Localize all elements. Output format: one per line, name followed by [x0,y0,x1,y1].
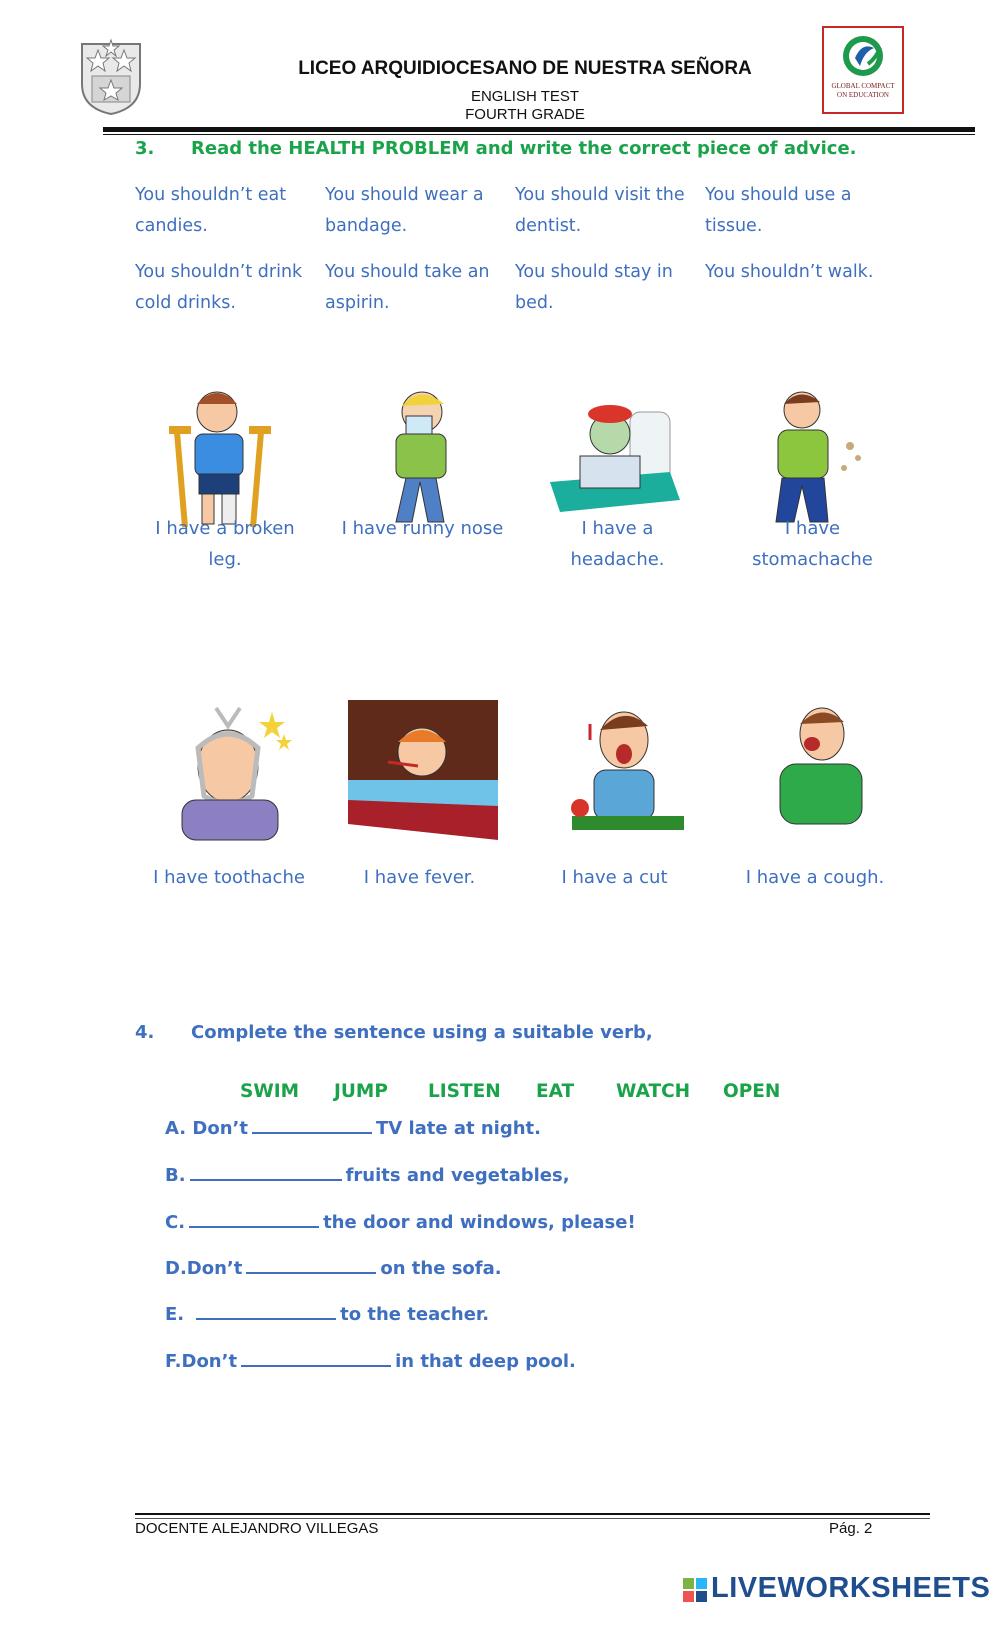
item-letter: D. [165,1258,187,1279]
fever-illustration [348,700,498,850]
answer-blank[interactable] [241,1347,391,1367]
problem-caption: I have toothache [153,867,305,888]
advice-item: You should use a tissue. [705,185,852,236]
problem-caption: I have a headache. [570,518,665,570]
problem-caption: I have a cut [561,867,668,888]
item-letter: F. [165,1351,182,1372]
sentence-d [165,1254,502,1279]
answer-blank[interactable] [196,1300,336,1320]
test-title: ENGLISH TEST [470,88,580,105]
headache-illustration [540,382,690,532]
item-after: in that deep pool. [395,1351,576,1372]
logo-caption: GLOBAL COMPACT ON EDUCATION [831,82,895,99]
item-after: TV late at night. [375,1118,541,1139]
sentence-b [165,1161,570,1186]
teacher-name: DOCENTE ALEJANDRO VILLEGAS [135,1520,379,1537]
liveworksheets-brand[interactable]: LIVEWORKSHEETS [711,1572,991,1604]
footer-rule [135,1513,930,1515]
cut-finger-illustration [552,700,702,850]
answer-blank[interactable] [252,1114,372,1134]
item-letter: B. [165,1165,186,1186]
q3-title: Read the HEALTH PROBLEM and write the correct piece of advice. [191,138,857,159]
advice-item: You shouldn’t walk. [705,262,874,282]
global-compact-logo [822,26,904,114]
sentence-c [165,1208,636,1233]
item-before: Don’t [181,1351,238,1372]
verb-option: EAT [536,1081,575,1102]
advice-item: You should stay in bed. [515,262,673,313]
verb-option: WATCH [616,1081,691,1102]
advice-item: You should visit the dentist. [515,185,685,236]
problem-caption: I have a cough. [745,867,885,888]
problem-caption: I have fever. [363,867,476,888]
sentence-e [165,1300,489,1325]
problem-caption: I have runny nose [341,518,504,539]
header-rule [103,127,975,132]
item-before: Don’t [186,1258,243,1279]
advice-item: You should take an aspirin. [325,262,490,313]
advice-item: You shouldn’t drink cold drinks. [135,262,303,313]
toothache-illustration [160,700,310,850]
footer-rule-thin [135,1518,930,1519]
broken-leg-illustration [157,382,307,532]
cough-illustration [750,700,900,850]
q4-number: 4. [135,1022,155,1043]
sentence-a [165,1114,541,1139]
page-number: Pág. 2 [829,1520,873,1537]
item-after: on the sofa. [380,1258,502,1279]
school-name: LICEO ARQUIDIOCESANO DE NUESTRA SEÑORA [298,58,752,79]
verb-option: JUMP [334,1081,388,1102]
sentence-f [165,1347,576,1372]
verb-option: LISTEN [428,1081,501,1102]
q3-number: 3. [135,138,155,159]
item-before: Don’t [192,1118,248,1139]
q4-title: Complete the sentence using a suitable verb, [191,1022,653,1043]
item-letter: E. [165,1304,185,1325]
advice-item: You should wear a bandage. [325,185,484,236]
verb-option: SWIM [240,1081,300,1102]
liveworksheets-icon [683,1578,707,1602]
header-rule-thin [103,134,975,135]
problem-caption: I have stomachache [752,518,873,570]
answer-blank[interactable] [189,1208,319,1228]
item-after: the door and windows, please! [323,1212,636,1233]
item-letter: A. [165,1118,187,1139]
stomachache-illustration [740,382,890,532]
item-after: to the teacher. [340,1304,490,1325]
item-after: fruits and vegetables, [345,1165,570,1186]
item-letter: C. [165,1212,186,1233]
answer-blank[interactable] [246,1254,376,1274]
advice-item: You shouldn’t eat candies. [135,185,287,236]
runny-nose-illustration [362,382,512,532]
verb-option: OPEN [723,1081,781,1102]
problem-caption: I have a broken leg. [155,518,295,570]
grade-title: FOURTH GRADE [465,106,585,123]
answer-blank[interactable] [190,1161,342,1181]
